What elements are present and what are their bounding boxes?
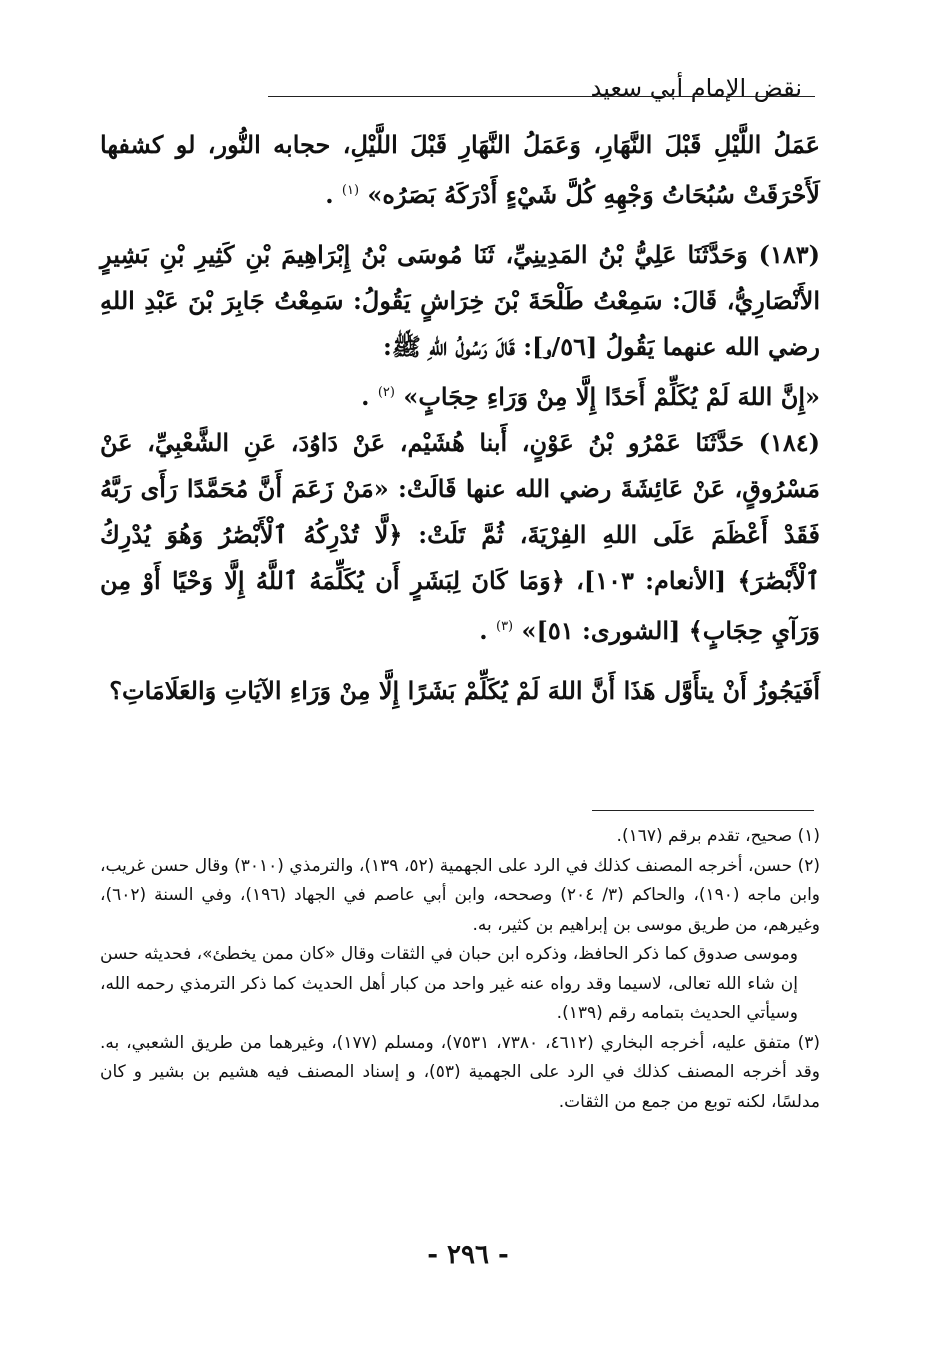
footnote-3: (٣) متفق عليه، أخرجه البخاري (٤٦١٢، ٧٣٨٠، ٧٥٣١)، ومسلم (١٧٧)، وغيرهما من طريق الشعبي، به. وقد أخرجه المصنف كذلك في الرد على الجهمية (٥٣)، و إسناد المصنف فيه هشيم بن بشير و كان مدلسًا، لكنه توبع من جمع من الثقات.	[100, 1032, 821, 1112]
spacer	[100, 654, 820, 668]
footnote-1: (١) صحيح، تقدم برقم (١٦٧).	[616, 826, 820, 846]
footnotes	[100, 822, 820, 1117]
footnote-ref-2: (٢)	[377, 385, 395, 400]
paragraph-continuation	[100, 122, 820, 218]
header-rule	[268, 96, 815, 97]
sentence-end: .	[479, 616, 488, 645]
footnote-2-continuation: وموسى صدوق كما ذكر الحافظ، وذكره ابن حبان في الثقات وقال «كان ممن يخطئ»، فحديثه حسن إن شاء الله تعالى، لاسيما وقد رواه عنه غير واحد من كبار أهل الحديث كما ذكر الترمذي رحمه الله، وسيأتي الحديث بتمامه رقم (١٣٩).	[100, 944, 798, 1023]
main-text	[100, 122, 820, 714]
paragraph-hadith-183: (١٨٣) وَحَدَّثَنَا عَلِيُّ بْنُ المَدِينِيِّ، ثَنَا مُوسَى بْنُ إِبْرَاهِيمَ بْنِ كَثِيرِ بْنِ بَشِيرٍ الأَنْصَارِيُّ، قَالَ: سَمِعْتُ طَلْحَةَ بْنَ خِرَاشٍ يَقُولُ: سَمِعْتُ جَابِرَ بْنَ عَبْدِ اللهِ رضي الله عنهما يَقُولُ [٥٦/و]: قَالَ رَسُولُ اللهِ ﷺ:	[100, 240, 820, 361]
footnote-rule	[592, 810, 814, 811]
quote-text: «إِنَّ اللهَ لَمْ يُكَلِّمْ أَحَدًا إِلَّا مِنْ وَرَاءِ حِجَابٍ»	[403, 382, 820, 411]
running-header-title: نقض الإمام أبي سعيد	[590, 74, 802, 102]
paragraph-text: عَمَلُ اللَّيْلِ قَبْلَ النَّهَارِ، وَعَمَلُ النَّهَارِ قَبْلَ اللَّيْلِ، حجابه النُّور، لو كشفها لَأَحْرَقَتْ سُبُحَاتُ وَجْهِهِ كُلَّ شَيْءٍ أَدْرَكَهُ بَصَرُه»	[100, 130, 820, 209]
sentence-end: .	[361, 382, 370, 411]
footnote-2: (٢) حسن، أخرجه المصنف كذلك في الرد على الجهمية (٥٢، ١٣٩)، والترمذي (٣٠١٠) وقال حسن غريب، وابن ماجه (١٩٠)، والحاكم (٣/ ٢٠٤) وصححه، وابن أبي عاصم في الجهاد (١٩٦)، وفي السنة (٦٠٢)، وغيرهم، من طريق موسى بن إبراهيم بن كثير، به.	[100, 855, 821, 935]
sentence-end: .	[325, 180, 334, 209]
paragraph-text: (١٨٤) حَدَّثَنَا عَمْرُو بْنُ عَوْنٍ، أَبنا هُشَيْم، عَنْ دَاوُدَ، عَنِ الشَّعْبِيِّ، عَنْ مَسْرُوقٍ، عَنْ عَائِشَةَ رضي الله عنها قَالَتْ: «مَنْ زَعَمَ أَنَّ مُحَمَّدًا رَأَى رَبَّهُ فَقَدْ أَعْظَمَ عَلَى اللهِ الفِرْيَةَ، ثُمَّ تَلَتْ: ﴿لَّا تُدْرِكُهُ ٱلْأَبْصَٰرُ وَهُوَ يُدْرِكُ ٱلْأَبْصَٰرَ﴾ [الأنعام: ١٠٣]، ﴿وَمَا كَانَ لِبَشَرٍ أَن يُكَلِّمَهُ ٱللَّهُ إِلَّا وَحْيًا أَوْ مِن وَرَآيِ حِجَابٍ﴾ [الشورى: ٥١]»	[100, 428, 820, 645]
paragraph-hadith-184	[100, 420, 820, 654]
footnote-ref-1: (١)	[341, 183, 360, 198]
spacer	[100, 218, 820, 232]
footnote-ref-3: (٣)	[495, 619, 514, 634]
paragraph-question: أَفَيَجُوزُ أَنْ يتأَوَّل هَذَا أَنَّ اللهَ لَمْ يُكَلِّمْ بَشَرًا إِلَّا مِنْ وَرَاءِ الآيَاتِ وَالعَلَامَاتِ؟	[109, 676, 820, 705]
page-number: - ٢٩٦ -	[427, 1240, 509, 1270]
hadith-quote	[100, 370, 820, 420]
